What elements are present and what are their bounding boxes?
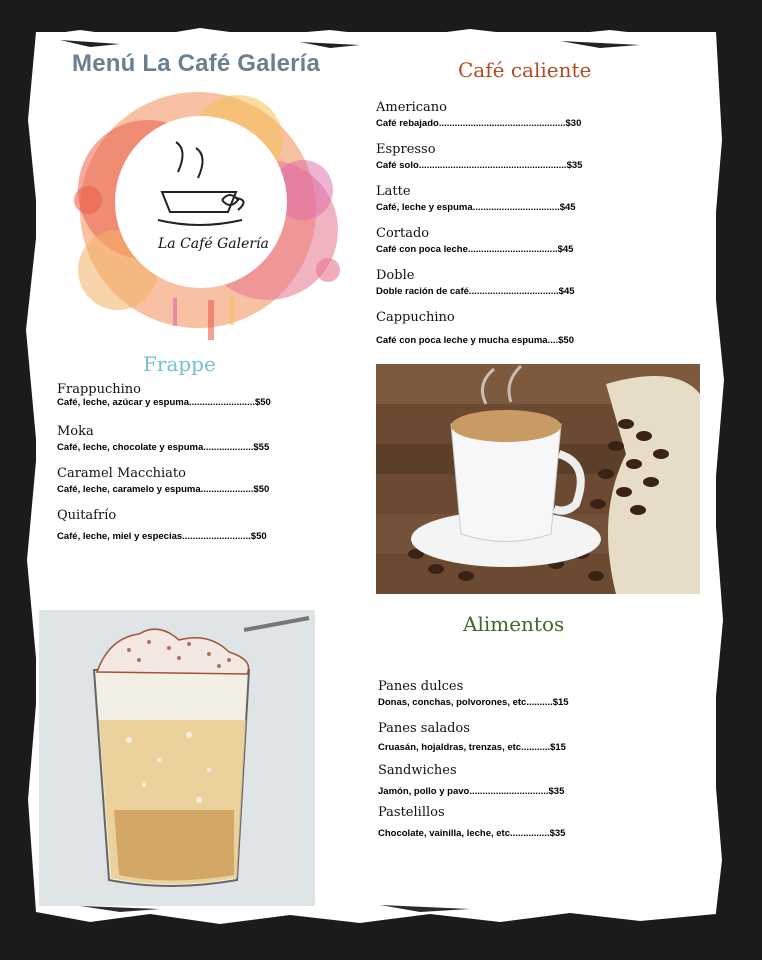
item-name: Pastelillos: [378, 805, 445, 820]
item-name: Moka: [57, 424, 94, 439]
menu-item-sandwiches: [378, 763, 564, 797]
item-name: Quitafrío: [57, 508, 117, 523]
item-desc: Café, leche, caramelo y espuma....................$50: [57, 484, 270, 495]
menu-item-panes-salados: [378, 721, 566, 753]
item-desc: Café, leche, chocolate y espuma...................$55: [57, 442, 270, 453]
logo-text: La Café Galería: [158, 236, 269, 252]
menu-item-quitafrio: [57, 508, 267, 542]
menu-item-caramel-macchiato: [57, 466, 269, 495]
item-name: Frappuchino: [57, 382, 142, 397]
section-title-frappe: Frappe: [143, 352, 216, 376]
grunge-edge-right: [692, 0, 762, 960]
item-desc: Doble ración de café..................................$45: [376, 286, 575, 297]
menu-title: Menú La Café Galería: [72, 50, 321, 77]
cafe-logo: [58, 80, 358, 350]
item-name: Latte: [376, 184, 411, 199]
grunge-edge-bottom: [0, 900, 762, 960]
item-desc: Café, leche, azúcar y espuma.........................$50: [57, 397, 271, 408]
menu-item-espresso: [376, 142, 582, 171]
item-desc: Donas, conchas, polvorones, etc..........$15: [378, 697, 569, 708]
item-name: Sandwiches: [378, 763, 457, 778]
menu-item-doble: [376, 268, 575, 297]
item-desc: Café, leche y espuma.................................$45: [376, 202, 576, 213]
item-desc: Café con poca leche..................................$45: [376, 244, 574, 255]
section-title-alimentos: Alimentos: [463, 612, 565, 636]
menu-item-frappuchino: [57, 382, 271, 408]
item-name: Panes dulces: [378, 679, 464, 694]
item-name: Caramel Macchiato: [57, 466, 186, 481]
item-name: Doble: [376, 268, 415, 283]
menu-item-latte: [376, 184, 576, 213]
menu-item-cappuchino: [376, 310, 574, 346]
menu-item-pastelillos: [378, 805, 565, 839]
item-name: Cortado: [376, 226, 430, 241]
item-desc: Café, leche, miel y especias..........................$50: [57, 531, 267, 542]
menu-item-cortado: [376, 226, 573, 255]
item-desc: Chocolate, vainilla, leche, etc...............$35: [378, 828, 566, 839]
item-name: Espresso: [376, 142, 436, 157]
item-desc: Café rebajado................................................$30: [376, 118, 582, 129]
item-desc: Café solo........................................................$35: [376, 160, 583, 171]
item-name: Americano: [376, 100, 448, 115]
section-title-cafe-caliente: Café caliente: [458, 58, 592, 82]
item-name: Cappuchino: [376, 310, 455, 325]
coffee-cup-photo: [376, 364, 700, 594]
item-desc: Cruasán, hojaldras, trenzas, etc...........$15: [378, 742, 566, 753]
item-desc: Café con poca leche y mucha espuma....$50: [376, 335, 574, 346]
menu-item-moka: [57, 424, 269, 453]
menu-item-americano: [376, 100, 581, 129]
item-name: Panes salados: [378, 721, 470, 736]
menu-item-panes-dulces: [378, 679, 569, 708]
frappe-glass-illustration: [39, 610, 315, 906]
item-desc: Jamón, pollo y pavo..............................$35: [378, 786, 565, 797]
